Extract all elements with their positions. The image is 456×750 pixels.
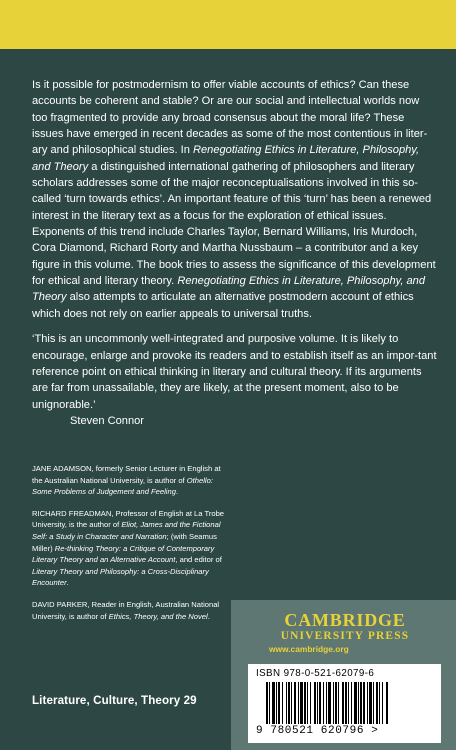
publisher-logo: [250, 610, 440, 643]
series-title: Literature, Culture, Theory 29: [32, 694, 197, 707]
barcode-digits: 9 780521 620796 >: [256, 725, 379, 737]
author-bio-adamson: [32, 463, 230, 498]
bio-book-title: Ethics, Theory, and the Novel: [108, 611, 208, 621]
publisher-name-line2: UNIVERSITY PRESS: [280, 630, 410, 642]
bio-book-title: Re-thinking Theory: a Critique of Contemporary Literary Theory and an Alternative Account: [32, 543, 215, 565]
publisher-url: www.cambridge.org: [269, 644, 349, 654]
back-cover-text: [32, 77, 437, 429]
isbn-text: ISBN 978-0-521-62079-6: [256, 668, 375, 679]
bio-text: .: [66, 578, 69, 588]
blurb-text: Is it possible for postmodernism to offer viable accounts of ethics? Can these accounts be coherent and stable? Or are our social and intellectual worlds now too fragmented to provide any broad consensus about the moral life? These issues have emerged in recent decades as some of the most contentious in liter-ary and philosophical studies. In: [32, 79, 428, 157]
blurb-paragraph: [32, 77, 437, 322]
blurb-text: also attempts to articulate an alternative postmodern account of ethics which does not rely on earlier appeals to universal truths.: [32, 291, 414, 320]
bio-text: .: [175, 487, 179, 497]
reviewer-name: Steven Connor: [70, 414, 145, 427]
author-bios: [32, 463, 230, 632]
book-title-italic: Renegotiating Ethics in Literature, Philosophy, and Theory: [32, 275, 426, 304]
bio-text: DAVID PARKER, Reader in English, Australian National University, is author of: [32, 599, 220, 621]
bio-book-title: Eliot, James and the Fictional Self: a Study in Character and Narration: [32, 520, 221, 541]
barcode-icon: [266, 682, 426, 724]
bio-text: .: [207, 611, 210, 621]
publisher-panel: [231, 600, 456, 750]
bio-text: JANE ADAMSON, formerly Senior Lecturer in English at the Australian National University, is author of: [32, 464, 221, 485]
bio-text: ; (with Seamus Miller): [32, 531, 217, 553]
review-quote: ‘This is an uncommonly well-integrated and purposive volume. It is likely to encourage, enlarge and provoke its readers and to establish itself as an impor-tant reference point on ethical thinking in literary and cultural theory. If its arguments are far from unassailable, they are likely, at the present moment, also to be unignorable.’: [32, 333, 437, 411]
bio-text: , and editor of: [175, 555, 222, 565]
author-bio-freadman: [32, 508, 230, 589]
blurb-text: a distinguished international gathering of philosophers and literary scholars addresses some of the major reconceptualisations involved in this so-called ‘turn towards ethics’. An important feature of this ‘turn’ has been a renewed interest in the literary text as a focus for the exploration of ethical issues. Exponents of this trend include Charles Taylor, Bernard Williams, Iris Murdoch, Cora Diamond, Richard Rorty and Martha Nussbaum – a contributor and a key figure in this volume. The book tries to assess the significance of this development for ethical and literary theory.: [32, 160, 436, 288]
bio-text: RICHARD FREADMAN, Professor of English at La Trobe University, is the author of: [32, 508, 225, 530]
bio-book-title: Othello: Some Problems of Judgement and Feeling: [32, 475, 213, 497]
book-title-italic: Renegotiating Ethics in Literature, Philosophy, and Theory: [32, 144, 420, 173]
author-bio-parker: [32, 599, 230, 622]
barcode-box: [248, 664, 441, 743]
publisher-name-line1: CAMBRIDGE: [284, 610, 406, 630]
top-color-band: [0, 0, 456, 49]
bio-book-title: Literary Theory and Philosophy: a Cross-Disciplinary Encounter: [32, 566, 209, 588]
